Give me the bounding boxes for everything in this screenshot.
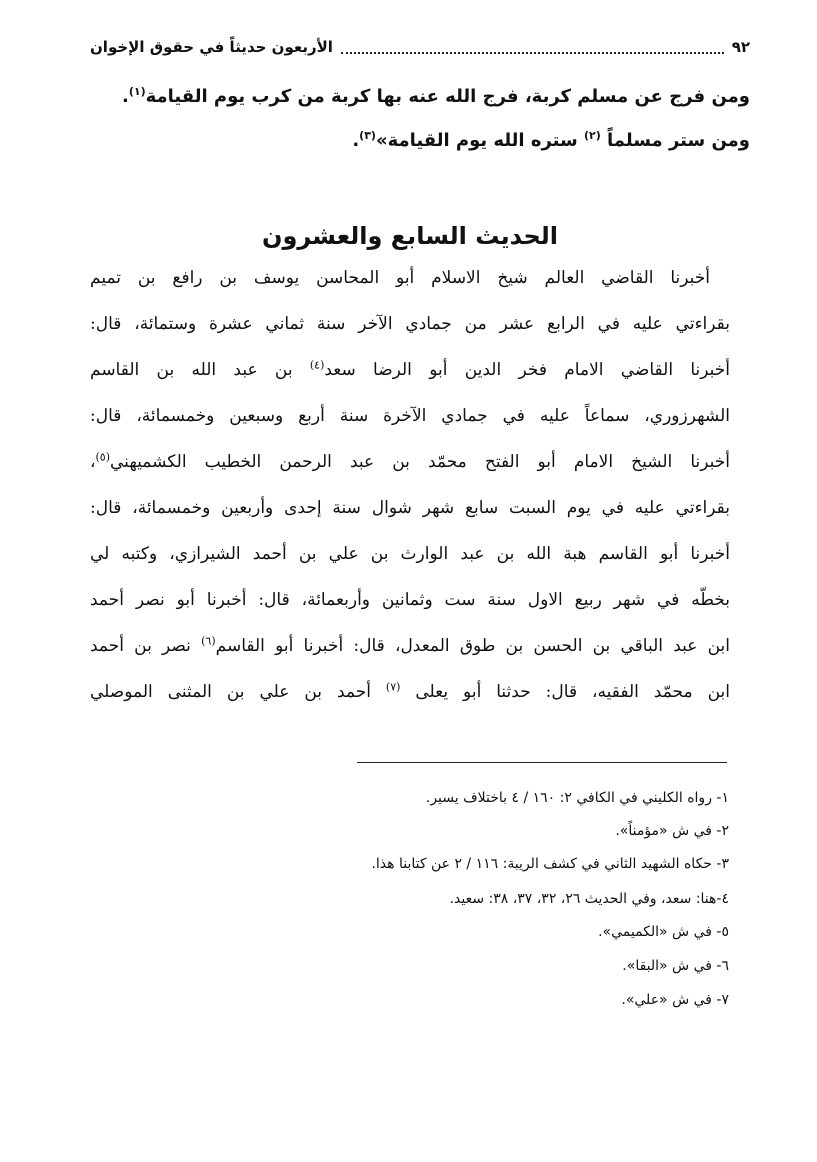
carryover-line (90, 130, 750, 151)
carryover-text: ومن فرج عن مسلم كربة، فرج الله عنه بها كربة من كرب يوم القيامة (145, 86, 750, 107)
running-header (90, 34, 750, 60)
body-text: أخبرنا الشيخ الامام أبو الفتح محمّد بن عبد الرحمن الخطيب الكشميهني (110, 452, 730, 472)
footnote-ref: (٥) (95, 450, 111, 464)
body-line (90, 360, 730, 380)
body-text: ، (90, 452, 96, 472)
footnote-ref: (٤) (309, 358, 325, 372)
footnote: ٢- في ش «مؤمناً». (615, 823, 729, 839)
footnote: ٥- في ش «الكميمي». (598, 924, 729, 940)
body-line: أخبرنا أبو القاسم هبة الله بن عبد الوارث بن علي بن أحمد الشيرازي، وكتبه لي (90, 544, 730, 564)
body-line: بقراءتي عليه في الرابع عشر من جمادي الآخر سنة ثماني عشرة وستمائة، قال: (90, 314, 730, 334)
body-line: الشهرزوري، سماعاً عليه في جمادي الآخرة سنة أربع وسبعين وخمسمائة، قال: (90, 406, 730, 426)
body-text: أحمد بن علي بن المثنى الموصلي (90, 682, 386, 702)
page-number: ٩٢ (731, 38, 750, 56)
footnote-ref: (٣) (359, 129, 376, 142)
footnote: ١- رواه الكليني في الكافي ٢: ١٦٠ / ٤ باختلاف يسير. (425, 790, 729, 806)
body-line: بخطّه في شهر ربيع الاول سنة ست وثمانين وأربعمائة، قال: أخبرنا أبو نصر أحمد (90, 590, 730, 610)
footnote: ٣- حكاه الشهيد الثاني في كشف الريبة: ١١٦ / ٢ عن كتابنا هذا. (371, 856, 729, 872)
body-line (90, 452, 730, 472)
carryover-text: ومن ستر مسلماً (600, 130, 750, 151)
carryover-text: ستره الله يوم القيامة» (375, 130, 584, 151)
footnote-ref: (١) (128, 85, 146, 98)
running-title: الأربعون حديثاً في حقوق الإخوان (90, 38, 333, 56)
footnote: ٦- في ش «البقا». (622, 958, 729, 974)
body-text: أخبرنا القاضي الامام فخر الدين أبو الرضا سعد (324, 360, 730, 380)
footnote-ref: (٦) (201, 634, 216, 648)
carryover-tail: . (352, 130, 360, 151)
section-heading: الحديث السابع والعشرون (261, 222, 559, 250)
carryover-tail: . (121, 86, 129, 107)
footnote: ٧- في ش «علي». (621, 992, 729, 1008)
body-text: نصر بن أحمد (90, 636, 202, 656)
body-text: ابن عبد الباقي بن الحسن بن طوق المعدل، قال: أخبرنا أبو القاسم (215, 636, 730, 656)
footnote-divider (357, 762, 727, 763)
footnote-ref: (٧) (385, 680, 401, 694)
body-line: بقراءتي عليه في يوم السبت سابع شهر شوال سنة إحدى وأربعين وخمسمائة، قال: (90, 498, 730, 518)
body-line (90, 636, 730, 656)
body-line: أخبرنا القاضي العالم شيخ الاسلام أبو المحاسن يوسف بن رافع بن تميم (90, 268, 710, 288)
body-text: بن عبد الله بن القاسم (90, 360, 310, 380)
footnote-ref: (٢) (584, 129, 601, 142)
body-line (90, 682, 730, 702)
footnote: ٤-هنا: سعد، وفي الحديث ٢٦، ٣٢، ٣٧، ٣٨: سعيد. (449, 891, 729, 907)
body-text: ابن محمّد الفقيه، قال: حدثنا أبو يعلى (400, 682, 730, 702)
carryover-line (90, 86, 750, 107)
header-dot-leader (341, 40, 724, 54)
